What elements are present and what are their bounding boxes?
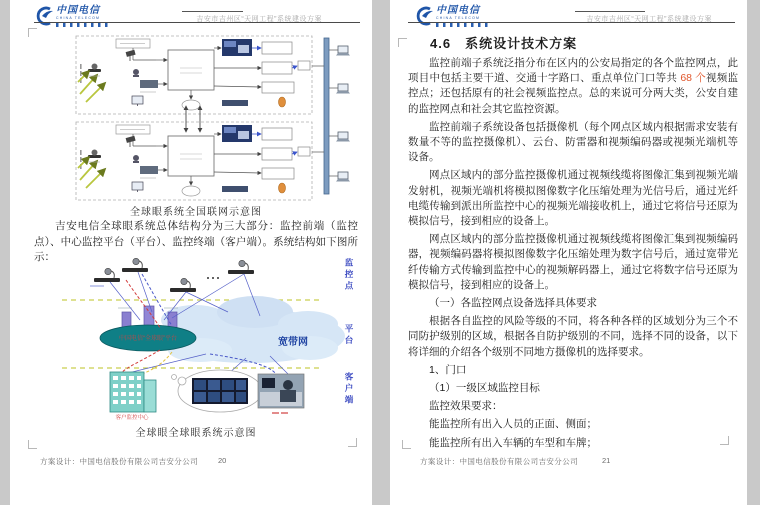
china-telecom-logo-icon [414, 4, 436, 28]
dome-camera-icon [122, 258, 148, 272]
section-heading: 4.6 系统设计技术方案 [430, 36, 578, 51]
list-item-3: 监控效果要求： [429, 400, 503, 413]
list-item-4: 能监控所有出入人员的正面、侧面； [429, 418, 597, 431]
p1-highlight-count: 68 个 [680, 72, 706, 85]
footer-designer: 方案设计：中国电信股份有限公司吉安分公司 [420, 457, 578, 466]
dome-camera-icon [170, 278, 196, 292]
footer-designer: 方案设计：中国电信股份有限公司吉安分公司 [40, 457, 198, 466]
body-paragraph-3: 网点区域内的部分监控摄像机通过视频线缆将图像汇集到视频光端发射机，视频光端机将模拟图像数字化压缩处理为光信号后，通过光纤电缆传输到派出所监控中心的视频光端接收机上，通过它将信号还原为模拟信号，接到相应的设备上。 [408, 169, 738, 228]
body-paragraph-4: 网点区域内的部分监控摄像机通过视频线缆将图像汇集到视频编码器，视频编码器将模拟图像数字化压缩处理为数字信号后，通过宽带光纤传输方式传输到监控中心的视频解码器上，通过它将数字信号还原为模拟信号，接到相应的设备上。 [408, 233, 738, 291]
zone-label-platform: 平台 [344, 324, 354, 347]
logo-brand-en: CHINA TELECOM [56, 16, 101, 20]
header-rule [408, 22, 735, 23]
header-rule [34, 22, 360, 23]
text-boundary-mark [348, 438, 357, 447]
zone-label-monitor-points: 监控点 [344, 258, 354, 293]
dome-camera-icon [228, 260, 254, 274]
header-accent-line [575, 11, 645, 12]
dome-camera-icon [94, 268, 120, 282]
logo-slogan-strip [436, 23, 490, 27]
logo-brand-cn: 中国电信 [56, 5, 100, 16]
page-number: 20 [218, 456, 227, 465]
logo-brand-en: CHINA TELECOM [436, 16, 481, 20]
text-boundary-mark [28, 440, 37, 449]
page-20 [10, 0, 372, 505]
client-center-building-icon [110, 372, 156, 412]
p1-text-cont: 视频监控点；还包括原有的社会视频监控点。总的来说可分两大类，公安自建的监控网点和社会其它监控资源。 [408, 72, 738, 115]
figure-national-network-diagram [62, 32, 362, 202]
list-item-5: 能监控所有出入车辆的车型和车牌； [429, 436, 597, 449]
page-21 [390, 0, 747, 505]
network-backbone-bar [324, 38, 329, 194]
text-boundary-mark [398, 38, 407, 47]
platform-ellipse-label: 中国电信“全球眼”平台 [119, 336, 177, 342]
header-doc-title: 吉安市吉州区“天网工程”系统建设方案 [586, 16, 712, 23]
broadband-label: 宽带网 [278, 337, 308, 348]
client-laptop-icon [336, 172, 350, 182]
figure-global-eye-diagram [60, 250, 362, 422]
p1-text: 监控前端子系统泛指分布在区内的公安局指定的各个监控网点，此项目中包括主要干道、交通十字路口、重点单位门口等共 [408, 57, 738, 85]
body-text [408, 56, 738, 454]
text-boundary-mark [28, 28, 37, 37]
figure2-caption: 全球眼全球眼系统示意图 [135, 428, 257, 439]
figure1-caption: 全球眼系统全国联网示意图 [130, 207, 262, 218]
list-item-1: 1、门口 [429, 363, 467, 376]
header-accent-line [182, 11, 243, 12]
zone-label-client: 客户端 [344, 372, 354, 407]
body-paragraph-2: 监控前端子系统设备包括摄像机（每个网点区域内根据需求安装有数量不等的监控摄像机）、云台、防雷器和视频编码器或视频光端机等设备。 [408, 120, 738, 164]
china-telecom-logo-icon [34, 4, 56, 28]
client-center-label: 客户监控中心 [115, 415, 149, 421]
china-telecom-logo [34, 4, 124, 30]
logo-slogan-strip [56, 23, 110, 27]
client-laptop-icon [336, 132, 350, 142]
list-item-2: （1）一级区域监控目标 [429, 382, 540, 395]
china-telecom-logo [414, 4, 504, 30]
lead-paragraph: 吉安电信全球眼系统总体结构分为三大部分：监控前端（监控点）、中心监控平台（平台）、监控终端（客户端）。系统结构如下图所示： [34, 220, 358, 263]
video-wall-bubble [172, 370, 263, 412]
operator-photo [258, 374, 304, 408]
global-eye-diagram-canvas [60, 250, 362, 422]
logo-brand-cn: 中国电信 [436, 5, 480, 16]
header-doc-title: 吉安市吉州区“天网工程”系统建设方案 [196, 16, 322, 23]
body-paragraph-5: 根据各自监控的风险等级的不同，将各种各样的区域划分为三个不同防护级别的区域，根据各自防护级别的不同，选择不同的设备，以下将详细的介绍各个级别不同地方摄像机的选择要求。 [408, 315, 738, 358]
page-number: 21 [602, 456, 611, 465]
client-laptop-icon [336, 84, 350, 94]
client-laptop-icon [336, 46, 350, 56]
sub-heading-1: （一）各监控网点设备选择具体要求 [429, 297, 597, 310]
body-paragraph-1 [408, 56, 738, 117]
